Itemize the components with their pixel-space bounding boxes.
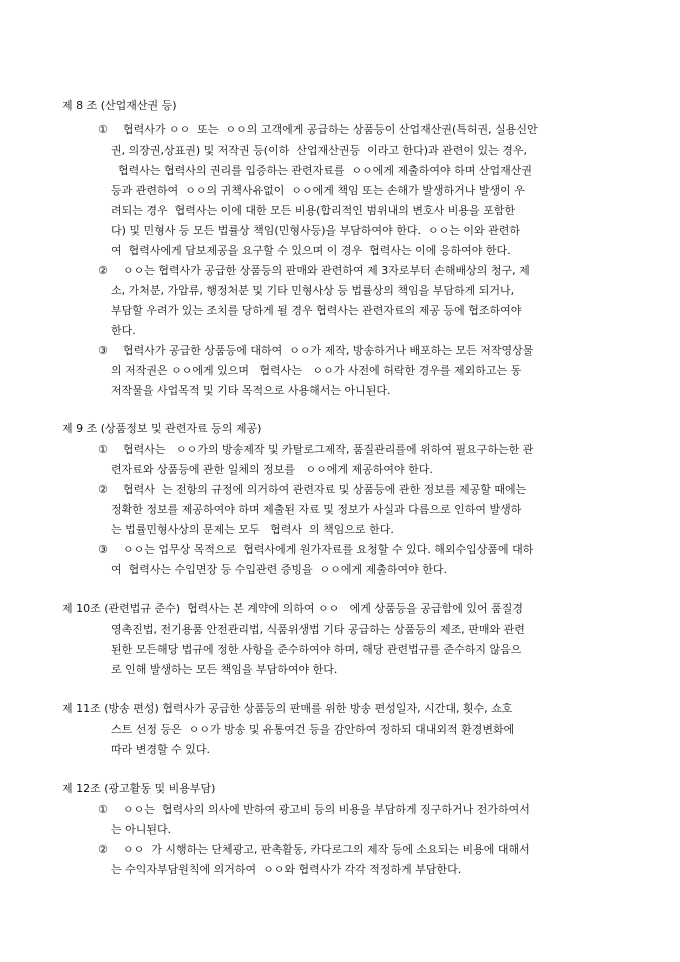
article-8-item-3-line: 의 저작권은 ㅇㅇ에게 있으며 협력사는 ㅇㅇ가 사전에 허락한 경우를 제외하고는 동	[111, 364, 522, 377]
article-12-item-2-line: 는 수익자부담원칙에 의거하여 ㅇㅇ와 협력사가 각각 적정하게 부담한다.	[111, 863, 462, 876]
item-number: ③	[98, 543, 108, 556]
article-11-line: 따라 변경할 수 있다.	[111, 743, 210, 756]
item-number: ②	[98, 264, 108, 277]
article-9-item-3-line: ㅇㅇ는 업무상 목적으로 협력사에게 원가자료를 요청할 수 있다. 해외수입상품에 대하	[123, 543, 534, 556]
article-11-line: 스트 선정 등은 ㅇㅇ가 방송 및 유통여건 등을 감안하여 정하되 대내외적 환경변화에	[111, 723, 515, 736]
article-12-heading: 제 12조 (광고활동 및 비용부담)	[62, 782, 216, 795]
item-number: ②	[98, 843, 108, 856]
article-10-heading: 제 10조 (관련법규 준수) 협력사는 본 계약에 의하여 ㅇㅇ 에게 상품등을 공급함에 있어 품질경	[62, 602, 524, 615]
article-8-item-2-line: 부담할 우려가 있는 조치를 당하게 될 경우 협력사는 관련자료의 제공 등에 협조하여야	[111, 304, 522, 317]
item-number: ②	[98, 483, 108, 496]
article-8-item-2-line: 소, 가처분, 가압류, 행정처분 및 기타 민형사상 등 법률상의 책임을 부담하게 되거나,	[111, 284, 515, 297]
article-8-item-1-line: 협력사는 협력사의 권리를 입증하는 관련자료를 ㅇㅇ에게 제출하여야 하며 산업재산권	[111, 164, 532, 177]
article-9-heading: 제 9 조 (상품정보 및 관련자료 등의 제공)	[62, 422, 262, 435]
article-8-item-1-line: 려되는 경우 협력사는 이에 대한 모든 비용(합리적인 범위내의 변호사 비용을 포함한	[111, 204, 516, 217]
article-9-item-1-line: 련자료와 상품등에 관한 일체의 정보를 ㅇㅇ에게 제공하여야 한다.	[111, 463, 433, 476]
article-8-item-1-line: 다) 및 민형사 등 모든 법률상 책임(민형사등)을 부담하여야 한다. ㅇㅇ는 이와 관련하	[111, 224, 520, 237]
article-8-heading: 제 8 조 (산업재산권 등)	[62, 99, 177, 112]
article-8-item-1-line: 권, 의장권,상표권) 및 저작권 등(이하 산업재산권등 이라고 한다)과 관련이 있는 경우,	[111, 144, 527, 157]
article-8-item-1-line: 등과 관련하여 ㅇㅇ의 귀책사유없이 ㅇㅇ에게 책임 또는 손해가 발생하거나 발생이 우	[111, 184, 525, 197]
article-8-item-1-line: 여 협력사에게 담보제공을 요구할 수 있으며 이 경우 협력사는 이에 응하여야 한다.	[111, 244, 511, 257]
article-9-item-2-line: 는 법률민형사상의 문제는 모두 협력사 의 책임으로 한다.	[111, 523, 394, 536]
article-9-item-2-line: 정확한 정보를 제공하여야 하며 제출된 자료 및 정보가 사실과 다름으로 인하여 발생하	[111, 503, 522, 516]
item-number: ③	[98, 344, 108, 357]
article-9-item-1-line: 협력사는 ㅇㅇ가의 방송제작 및 카탈로그제작, 품질관리를에 위하여 필요구하는한 관	[123, 443, 534, 456]
article-11-heading: 제 11조 (방송 편성) 협력사가 공급한 상품등의 판매를 위한 방송 편성일자, 시간대, 횟수, 쇼호	[62, 702, 513, 715]
article-8-item-3-line: 저작물을 사업목적 및 기타 목적으로 사용해서는 아니된다.	[111, 384, 391, 397]
article-10-line: 로 인해 발생하는 모든 책임을 부담하여야 한다.	[111, 663, 338, 676]
article-12-item-1-line: ㅇㅇ는 협력사의 의사에 반하여 광고비 등의 비용을 부담하게 징구하거나 전가하여서	[123, 803, 530, 816]
article-8-item-3-line: 협력사가 공급한 상품등에 대하여 ㅇㅇ가 제작, 방송하거나 배포하는 모든 저작영상물	[123, 344, 534, 357]
item-number: ①	[98, 803, 108, 816]
article-9-item-3-line: 여 협력사는 수입면장 등 수입관련 증빙을 ㅇㅇ에게 제출하여야 한다.	[111, 563, 447, 576]
article-10-line: 된한 모든해당 법규에 정한 사항을 준수하여야 하며, 해당 관련법규를 준수하지 않음으	[111, 643, 522, 656]
article-12-item-1-line: 는 아니된다.	[111, 823, 172, 836]
article-10-line: 영촉진법, 전기용품 안전관리법, 식품위생법 기타 공급하는 상품등의 제조, 판매와 관련	[111, 623, 525, 636]
article-8-item-2-line: 한다.	[111, 324, 136, 337]
article-8-item-1-line: 협력사가 ㅇㅇ 또는 ㅇㅇ의 고객에게 공급하는 상품등이 산업재산권(특허권, 실용신안	[123, 123, 538, 136]
article-8-item-2-line: ㅇㅇ는 협력사가 공급한 상품등의 판매와 관련하여 제 3자로부터 손해배상의 청구, 제	[123, 264, 530, 277]
item-number: ①	[98, 443, 108, 456]
article-9-item-2-line: 협력사 는 전항의 규정에 의거하여 관련자료 및 상품등에 관한 정보를 제공할 때에는	[123, 483, 527, 496]
item-number: ①	[98, 123, 108, 136]
article-12-item-2-line: ㅇㅇ 가 시행하는 단체광고, 판촉활동, 카다로그의 제작 등에 소요되는 비용에 대해서	[123, 843, 530, 856]
